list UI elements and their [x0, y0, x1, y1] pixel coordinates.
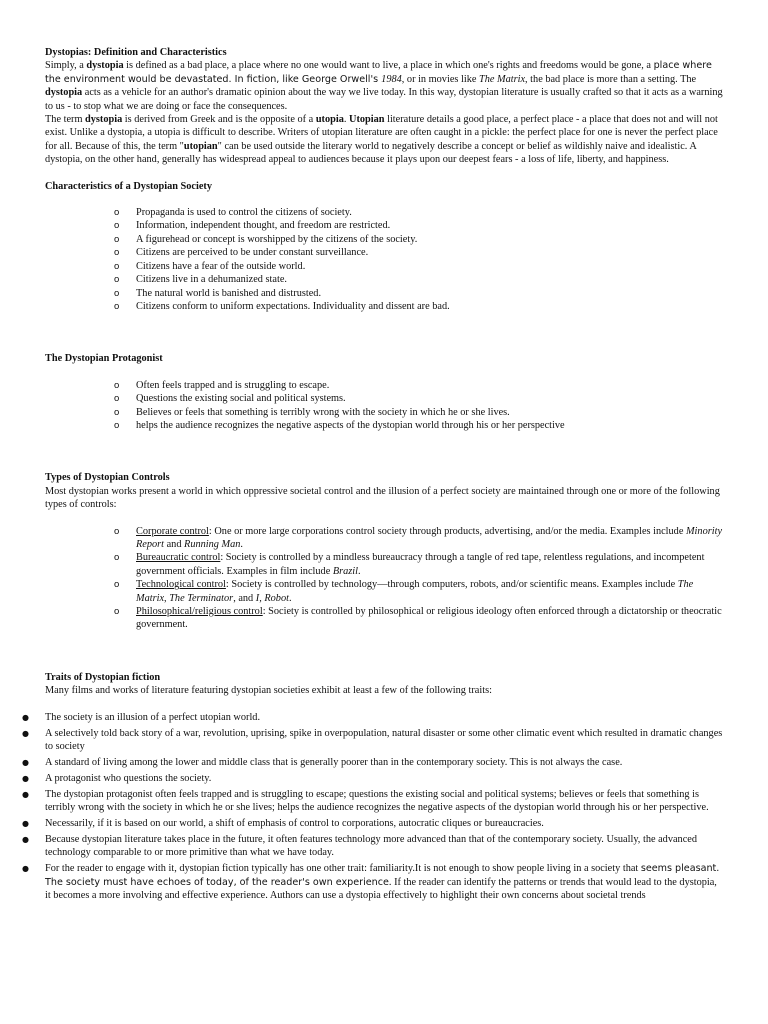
heading-controls: Types of Dystopian Controls — [45, 472, 170, 484]
list-item: o Corporate control: One or more large corporations control society through products, advertising, and/or the media. Examples include Minority Report and Running Man. — [114, 525, 723, 550]
bullet-icon: ● — [22, 728, 29, 738]
bullet-icon: ● — [22, 864, 29, 874]
document-page — [22, 46, 725, 905]
heading-protagonist: The Dystopian Protagonist — [45, 353, 163, 365]
list-item: o Citizens conform to uniform expectations. Individuality and dissent are bad. — [114, 300, 450, 312]
bullet-icon: ● — [22, 834, 29, 844]
list-item: o A figurehead or concept is worshipped by the citizens of the society. — [114, 233, 418, 245]
bullet-icon: ● — [22, 818, 29, 828]
paragraph-utopia-definition: The term dystopia is derived from Greek and is the opposite of a utopia. Utopian literature details a good place, a perfect place - a place that does not and will not exist. Unlike a dystopia, a utopia is difficult to describe. Writers of utopian literature are often caught in a pickle: the perfect place for one is never the perfect place for all. Because of this, the term "utopian" can be used outside the literary world to negatively describe a concept or belief as wildishly naive and idealistic. A dystopia, on the other hand, generally has widespread appeal to audiences because it plays upon our deepest fears - a loss of life, liberty, and happiness. — [45, 114, 718, 166]
list-item: ● The dystopian protagonist often feels trapped and is struggling to escape; questions the existing social and political systems; believes or feels that something is terribly wrong with the society in which he or she lives; helps the audience recognizes the negative aspects of the dystopian world through his or her perspective. — [22, 788, 709, 814]
list-item: o Questions the existing social and political systems. — [114, 393, 346, 405]
bullet-icon: ● — [22, 712, 29, 722]
protagonist-list — [45, 379, 725, 433]
list-item: o Citizens have a fear of the outside world. — [114, 260, 306, 272]
list-item: o Information, independent thought, and freedom are restricted. — [114, 220, 391, 232]
heading-definition: Dystopias: Definition and Characteristics — [45, 47, 227, 58]
list-item: o Bureaucratic control: Society is controlled by a mindless bureaucracy through a tangle of red tape, relentless regulations, and incompetent government officials. Examples in film include Brazil. — [114, 552, 705, 577]
paragraph-dystopia-definition: Simply, a dystopia is defined as a bad place, a place where no one would want to live, a place in which one's rights and freedoms would be gone, a place where the environment would be devastated. In fiction, like George Orwell's 1984, or in movies like The Matrix, the bad place is more than a setting. The dystopia acts as a vehicle for an author's dramatic opinion about the way we live today. In this way, dystopian literature is usually crafted so that it acts as a warning to us - to stop what we are doing or face the consequences. — [45, 60, 723, 112]
bullet-icon: ● — [22, 773, 29, 783]
controls-list — [45, 525, 725, 632]
traits-list — [22, 711, 725, 903]
list-item: ● A selectively told back story of a war, revolution, uprising, spike in overpopulation, natural disaster or some other climatic event which resulted in dramatic changes to society — [22, 727, 723, 752]
list-item: ● A protagonist who questions the society. — [22, 772, 212, 784]
heading-traits: Traits of Dystopian fiction — [45, 671, 161, 683]
list-item: o Often feels trapped and is struggling to escape. — [114, 379, 330, 391]
list-item: o Philosophical/religious control: Society is controlled by philosophical or religious ideology often enforced through a dictatorship or theocratic government. — [114, 606, 722, 631]
technological-control-link[interactable]: Technological control — [136, 579, 226, 591]
list-item: ● A standard of living among the lower and middle class that is generally poorer than in the contemporary society. This is not always the case. — [22, 756, 623, 768]
paragraph-traits-intro: Many films and works of literature featuring dystopian societies exhibit at least a few of the following traits: — [45, 685, 492, 697]
list-item: ● Because dystopian literature takes place in the future, it often features technology more advanced than that of the contemporary society. Usually, the advanced technology comparable to or more primitive than what we have today. — [22, 833, 697, 859]
characteristics-list — [45, 206, 725, 313]
corporate-control-link[interactable]: Corporate control — [136, 525, 209, 537]
bullet-icon: ● — [22, 757, 29, 767]
list-item: o Believes or feels that something is terribly wrong with the society in which he or she lives. — [114, 406, 510, 418]
list-item: ● Necessarily, if it is based on our world, a shift of emphasis of control to corporations, autocratic cliques or bureaucracies. — [22, 817, 544, 829]
list-item: o Technological control: Society is controlled by technology—through computers, robots, and/or scientific means. Examples include The Matrix, The Terminator, and I, Robot. — [114, 579, 694, 604]
list-item: ● For the reader to engage with it, dystopian fiction typically has one other trait: familiarity.It is not enough to show people living in a society that seems pleasant. The society must have echoes of today, of the reader's own experience. If the reader can identify the patterns or trends that would lead to the dystopia, it becomes a more involving and effective experience. Authors can use a dystopia effectively to highlight their own concerns about societal trends — [22, 863, 720, 901]
list-item: o Propaganda is used to control the citizens of society. — [114, 207, 352, 219]
list-item: o helps the audience recognizes the negative aspects of the dystopian world through his or her perspective — [114, 419, 565, 431]
list-item: o Citizens live in a dehumanized state. — [114, 274, 287, 286]
list-item: o The natural world is banished and distrusted. — [114, 287, 322, 299]
bullet-icon: ● — [22, 789, 29, 799]
list-item: ● The society is an illusion of a perfect utopian world. — [22, 711, 261, 723]
bureaucratic-control-link[interactable]: Bureaucratic control — [136, 552, 221, 564]
heading-characteristics: Characteristics of a Dystopian Society — [45, 180, 213, 192]
paragraph-controls-intro: Most dystopian works present a world in which oppressive societal control and the illusion of a perfect society are maintained through one or more of the following types of controls: — [45, 485, 720, 511]
philosophical-control-link[interactable]: Philosophical/religious control — [136, 606, 263, 617]
list-item: o Citizens are perceived to be under constant surveillance. — [114, 247, 369, 259]
